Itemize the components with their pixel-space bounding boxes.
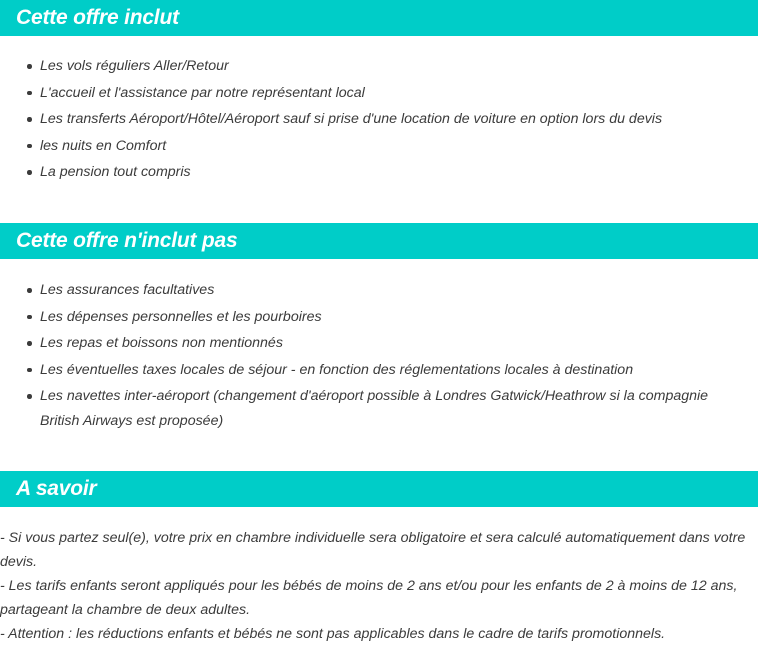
note-paragraph: - Si vous partez seul(e), votre prix en chambre individuelle sera obligatoire et sera calculé automatiquement dans votre devis. [0, 530, 746, 570]
good-to-know-notes [0, 526, 752, 646]
list-item-text: Les éventuelles taxes locales de séjour - en fonction des réglementations locales à destination [40, 361, 634, 378]
list-item [0, 134, 740, 159]
not-included-list [0, 278, 740, 435]
section-header-not-included [0, 223, 758, 259]
list-item-text: les nuits en Comfort [40, 137, 167, 154]
section-title-included: Cette offre inclut [16, 6, 179, 29]
list-item-text: Les transferts Aéroport/Hôtel/Aéroport sauf si prise d'une location de voiture en option lors du devis [40, 111, 663, 127]
list-item-text: La pension tout compris [40, 164, 191, 180]
list-item [0, 384, 740, 433]
section-title-not-included: Cette offre n'inclut pas [16, 229, 238, 252]
list-item-text: Les dépenses personnelles et les pourboires [40, 308, 322, 325]
included-list [0, 54, 740, 187]
list-item-text: Les vols réguliers Aller/Retour [40, 58, 229, 74]
list-item-text: Les repas et boissons non mentionnés [40, 335, 283, 351]
note-paragraph: - Attention : les réductions enfants et bébés ne sont pas applicables dans le cadre de tarifs promotionnels. [0, 626, 666, 642]
list-item-text: Les assurances facultatives [40, 282, 215, 298]
list-item-text: Les navettes inter-aéroport (changement d'aéroport possible à Londres Gatwick/Heathrow si la compagnie British Airways est proposée) [40, 388, 709, 429]
list-item-text: L'accueil et l'assistance par notre représentant local [40, 84, 365, 101]
section-header-included [0, 0, 758, 36]
list-item [0, 331, 740, 356]
section-title-good-to-know: A savoir [16, 477, 97, 500]
list-item [0, 81, 740, 106]
list-item [0, 278, 740, 303]
list-item [0, 305, 740, 330]
list-item [0, 160, 740, 185]
list-item [0, 54, 740, 79]
note-paragraph: - Les tarifs enfants seront appliqués pour les bébés de moins de 2 ans et/ou pour les enfants de 2 à moins de 12 ans, partageant la chambre de deux adultes. [0, 578, 738, 618]
section-header-good-to-know [0, 471, 758, 507]
list-item [0, 107, 740, 132]
list-item [0, 358, 740, 383]
